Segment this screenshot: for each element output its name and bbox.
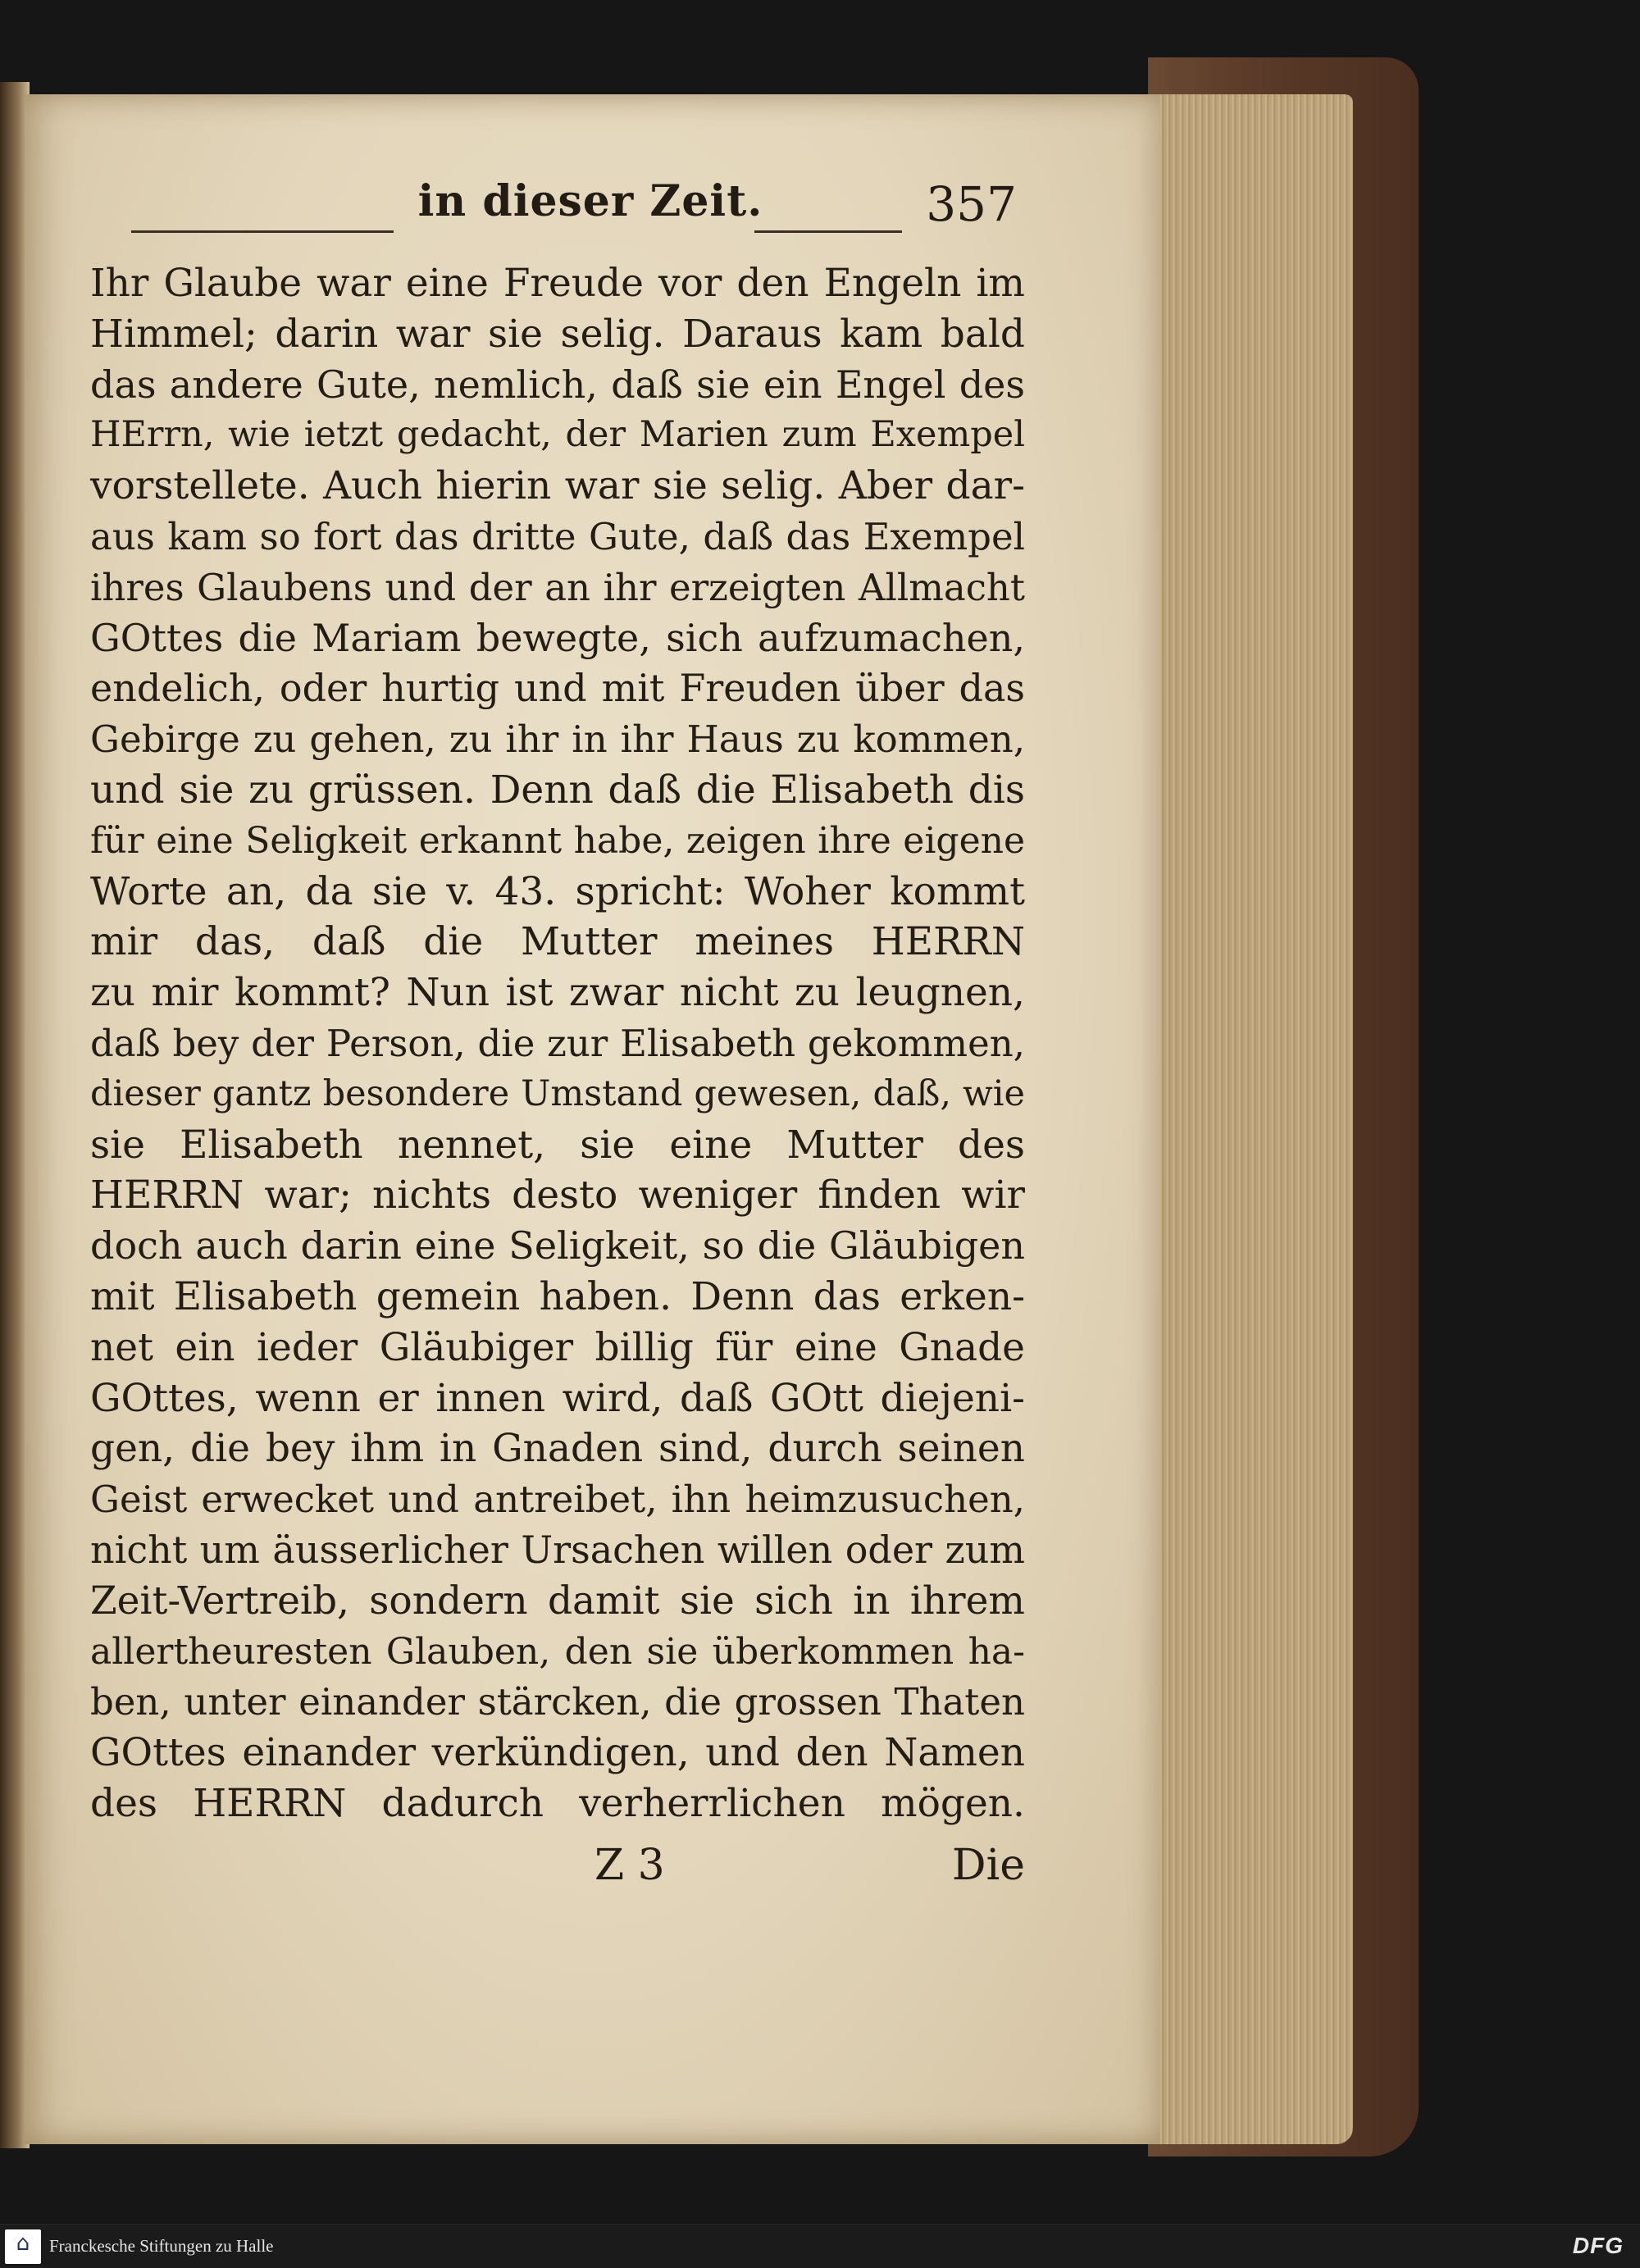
page-number: 357 — [926, 176, 1017, 232]
text-line: Himmel; darin war sie selig. Daraus kam bald — [90, 311, 1025, 357]
text-line: mit Elisabeth gemein haben. Denn das erken- — [90, 1273, 1025, 1319]
page-footer — [90, 1841, 1025, 1898]
text-line: nicht um äusserlicher Ursachen willen oder zum — [90, 1527, 1025, 1572]
book-page — [25, 94, 1160, 2144]
text-line: doch auch darin eine Seligkeit, so die Gläubigen — [90, 1223, 1025, 1268]
text-line: und sie zu grüssen. Denn daß die Elisabeth dis — [90, 767, 1025, 813]
text-line: Ihr Glaube war eine Freude vor den Engeln im — [90, 261, 1025, 306]
text-line: das andere Gute, nemlich, daß sie ein Engel des — [90, 362, 1025, 407]
text-line: vorstellete. Auch hierin war sie selig. Aber dar- — [90, 463, 1025, 509]
text-line: GOttes, wenn er innen wird, daß GOtt diejeni- — [90, 1375, 1025, 1421]
viewer-footer-bar — [0, 2224, 1640, 2268]
text-line: ihres Glaubens und der an ihr erzeigten Allmacht — [90, 565, 1025, 609]
text-line: mir das, daß die Mutter meines HERRN — [90, 919, 1025, 965]
text-line: HERRN war; nichts desto weniger finden wir — [90, 1173, 1025, 1218]
running-head-rule-left — [131, 230, 394, 233]
text-line: Zeit-Vertreib, sondern damit sie sich in ihrem — [90, 1578, 1025, 1624]
text-line: gen, die bey ihm in Gnaden sind, durch seinen — [90, 1426, 1025, 1472]
text-line: Worte an, da sie v. 43. spricht: Woher kommt — [90, 868, 1025, 914]
text-line: dieser gantz besondere Umstand gewesen, daß, wie — [90, 1073, 1025, 1114]
building-icon: ⌂ — [16, 2231, 30, 2256]
text-line: endelich, oder hurtig und mit Freuden über das — [90, 666, 1025, 711]
running-title: in dieser Zeit. — [417, 176, 763, 226]
text-line: für eine Seligkeit erkannt habe, zeigen ihre eigene — [90, 819, 1025, 862]
body-text — [90, 258, 1025, 1829]
dfg-logo: DFG — [1572, 2233, 1624, 2258]
signature-mark: Z 3 — [594, 1841, 665, 1890]
text-line: GOttes die Mariam bewegte, sich aufzumachen, — [90, 615, 1025, 660]
text-line: ben, unter einander stärcken, die grossen Thaten — [90, 1680, 1025, 1724]
text-line: aus kam so fort das dritte Gute, daß das Exempel — [90, 514, 1025, 558]
catchword: Die — [951, 1841, 1025, 1890]
text-line: sie Elisabeth nennet, sie eine Mutter des — [90, 1122, 1025, 1168]
text-line: daß bey der Person, die zur Elisabeth gekommen, — [90, 1021, 1025, 1065]
text-line: zu mir kommt? Nun ist zwar nicht zu leugnen, — [90, 970, 1025, 1016]
text-line: Gebirge zu gehen, zu ihr in ihr Haus zu kommen, — [90, 717, 1025, 762]
institution-name: Franckesche Stiftungen zu Halle — [49, 2236, 274, 2256]
text-line: GOttes einander verkündigen, und den Namen — [90, 1730, 1025, 1776]
running-head — [25, 176, 1160, 250]
text-line: allertheuresten Glauben, den sie überkommen ha- — [90, 1630, 1025, 1673]
text-line: HErrn, wie ietzt gedacht, der Marien zum Exempel — [90, 414, 1025, 456]
book-fore-edge — [1152, 94, 1353, 2144]
francke-foundation-logo-icon — [5, 2229, 41, 2264]
text-line: net ein ieder Gläubiger billig für eine Gnade — [90, 1324, 1025, 1370]
text-line: Geist erwecket und antreibet, ihn heimzusuchen, — [90, 1478, 1025, 1522]
running-head-rule-right — [754, 230, 902, 233]
text-line: des HERRN dadurch verherrlichen mögen. — [90, 1780, 1025, 1826]
